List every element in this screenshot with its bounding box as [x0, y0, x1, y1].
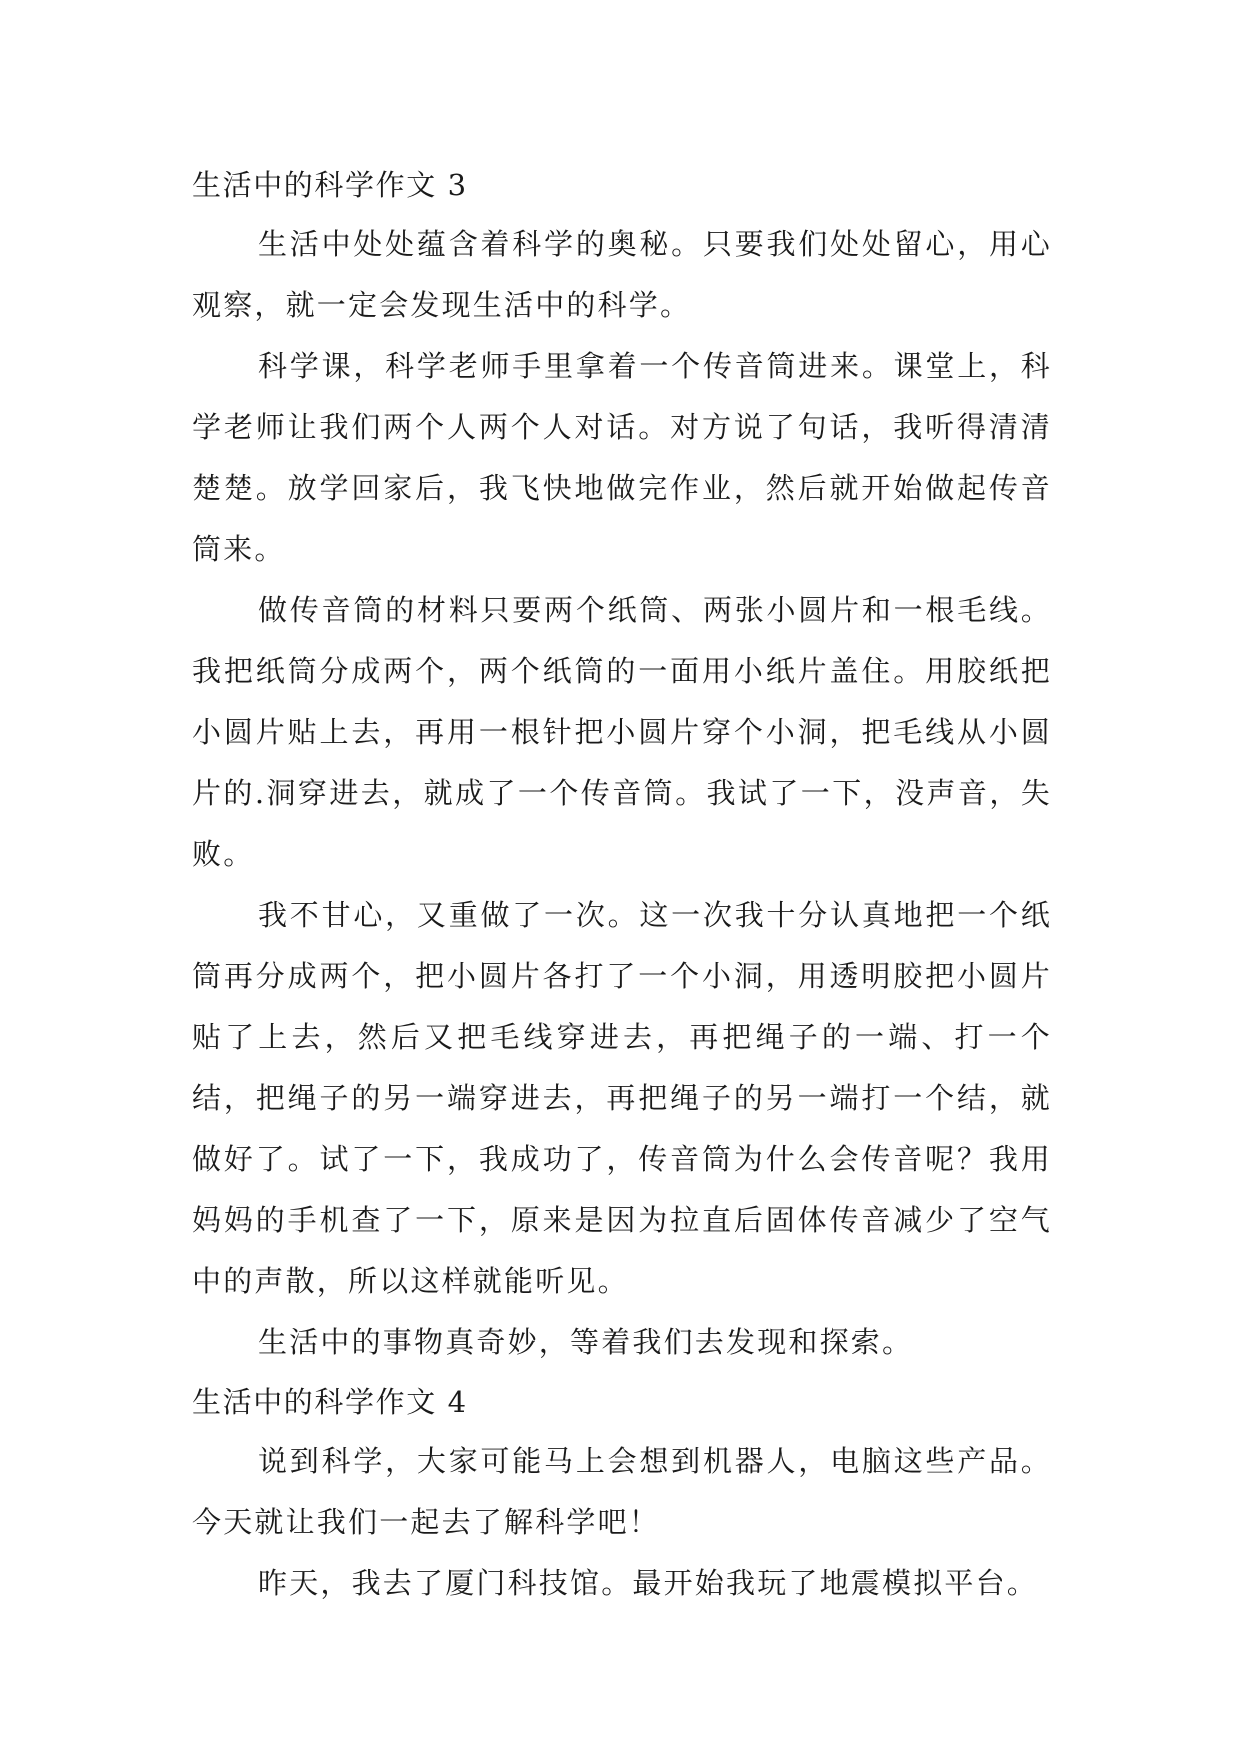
essay-section-4: [192, 1373, 1052, 1614]
paragraph: 生活中处处蕴含着科学的奥秘。只要我们处处留心，用心观察，就一定会发现生活中的科学。: [192, 227, 1052, 322]
paragraph: 我不甘心，又重做了一次。这一次我十分认真地把一个纸筒再分成两个，把小圆片各打了一个小洞，用透明胶把小圆片贴了上去，然后又把毛线穿进去，再把绳子的一端、打一个结，把绳子的另一端穿进去，再把绳子的另一端打一个结，就做好了。试了一下，我成功了，传音筒为什么会传音呢？我用妈妈的手机查了一下，原来是因为拉直后固体传音减少了空气中的声散，所以这样就能听见。: [192, 898, 1052, 1298]
essay-heading: 生活中的科学作文 3: [192, 168, 468, 202]
paragraph: 昨天，我去了厦门科技馆。最开始我玩了地震模拟平台。: [258, 1566, 1039, 1600]
paragraph: 做传音筒的材料只要两个纸筒、两张小圆片和一根毛线。我把纸筒分成两个，两个纸筒的一面用小纸片盖住。用胶纸把小圆片贴上去，再用一根针把小圆片穿个小洞，把毛线从小圆片的.洞穿进去，就成了一个传音筒。我试了一下，没声音，失败。: [192, 593, 1052, 871]
paragraph: 科学课，科学老师手里拿着一个传音筒进来。课堂上，科学老师让我们两个人两个人对话。对方说了句话，我听得清清楚楚。放学回家后，我飞快地做完作业，然后就开始做起传音筒来。: [192, 349, 1052, 566]
paragraph: 说到科学，大家可能马上会想到机器人，电脑这些产品。今天就让我们一起去了解科学吧！: [192, 1444, 1052, 1539]
essay-section-3: [192, 156, 1052, 1373]
document-body: [192, 156, 1052, 1614]
paragraph: 生活中的事物真奇妙，等着我们去发现和探索。: [258, 1325, 914, 1359]
essay-heading: 生活中的科学作文 4: [192, 1385, 468, 1419]
